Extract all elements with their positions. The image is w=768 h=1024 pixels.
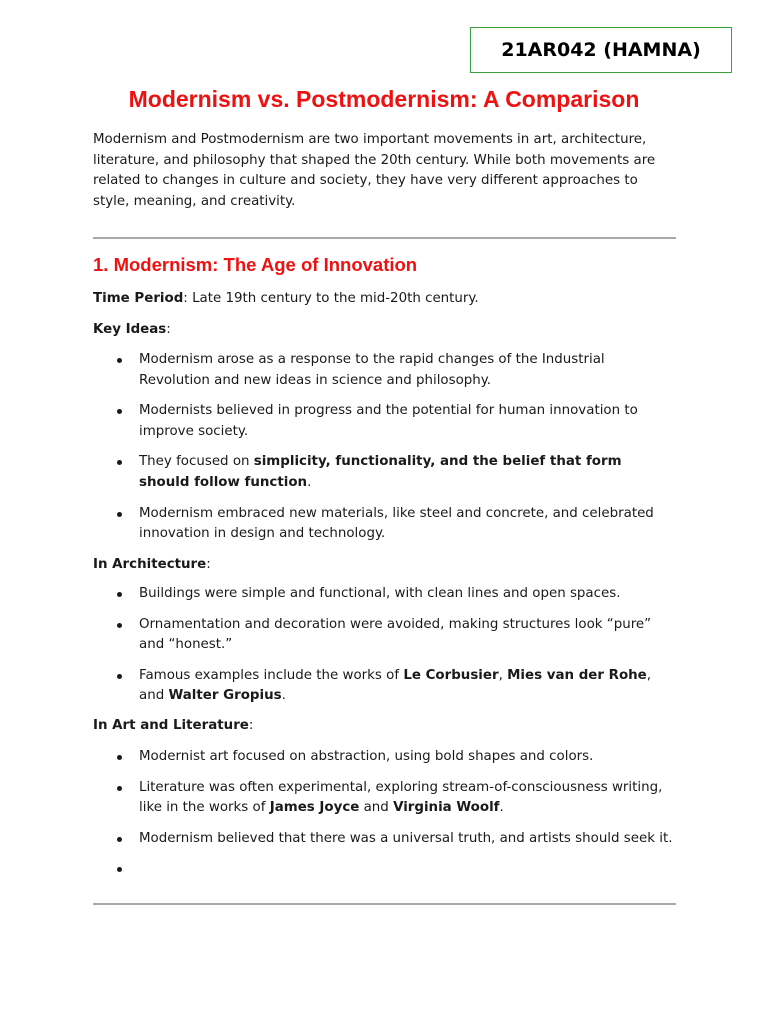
list-item xyxy=(93,666,676,707)
list-item-text: . xyxy=(281,688,286,704)
document-title: Modernism vs. Postmodernism: A Comparison xyxy=(128,86,640,112)
divider-bottom xyxy=(93,903,676,905)
list-item-text: Buildings were simple and functional, with clean lines and open spaces. xyxy=(139,586,621,601)
divider-top xyxy=(93,237,676,239)
list-item-text: Modernism arose as a response to the rapid changes of the Industrial Revolution and new ideas in science and philosophy. xyxy=(139,352,605,388)
architecture-line xyxy=(93,555,676,576)
time-period-label: Time Period xyxy=(93,291,184,306)
list-item-text: , xyxy=(498,667,508,683)
list-item xyxy=(93,829,676,850)
list-item-text: Modernism believed that there was a universal truth, and artists should seek it. xyxy=(139,830,673,846)
list-item xyxy=(93,615,676,656)
list-item-text: . xyxy=(499,800,504,816)
list-item xyxy=(93,504,676,545)
architecture-colon: : xyxy=(206,557,211,572)
intro-paragraph: Modernism and Postmodernism are two important movements in art, architecture, literature, and philosophy that shaped the 20th century. While both movements are related to changes in culture and society, they have very different approaches to style, meaning, and creativity. xyxy=(93,132,656,209)
author-name: Virginia Woolf xyxy=(393,800,500,816)
section-heading-modernism: 1. Modernism: The Age of Innovation xyxy=(93,254,418,275)
art-literature-line xyxy=(93,716,676,737)
author-name: James Joyce xyxy=(269,800,360,816)
time-period-text: : Late 19th century to the mid-20th century. xyxy=(183,291,479,306)
art-literature-list xyxy=(93,747,676,889)
architecture-list xyxy=(93,584,676,717)
architect-name: Walter Gropius xyxy=(168,688,282,704)
art-literature-colon: : xyxy=(248,718,254,733)
time-period-line xyxy=(93,289,676,310)
key-ideas-line xyxy=(93,320,676,341)
architect-name: Le Corbusier xyxy=(403,667,499,683)
list-item-text: and xyxy=(359,800,394,816)
architecture-label: In Architecture xyxy=(93,557,207,572)
list-item-bold: simplicity, functionality, and the belief that form should follow function xyxy=(139,454,622,490)
student-id-box xyxy=(470,27,732,73)
list-item xyxy=(93,452,676,493)
list-item xyxy=(93,350,676,391)
list-item-text: Modernists believed in progress and the potential for human innovation to improve society. xyxy=(139,403,638,439)
key-ideas-colon: : xyxy=(166,322,171,337)
student-id-text: 21AR042 (HAMNA) xyxy=(501,39,701,61)
architect-name: Mies van der Rohe xyxy=(507,667,647,683)
key-ideas-label: Key Ideas xyxy=(93,322,167,337)
list-item-text: Modernist art focused on abstraction, using bold shapes and colors. xyxy=(139,749,594,764)
list-item-empty xyxy=(93,859,676,879)
list-item xyxy=(93,778,676,819)
art-literature-label: In Art and Literature xyxy=(93,718,249,733)
list-item-text: They focused on xyxy=(139,454,254,470)
list-item xyxy=(93,401,676,442)
list-item xyxy=(93,747,676,768)
list-item-text: Literature was often experimental, exploring stream-of-consciousness writing, like in the works of xyxy=(139,779,663,816)
list-item-text: , and xyxy=(139,667,652,704)
list-item-text: Modernism embraced new materials, like steel and concrete, and celebrated innovation in design and technology. xyxy=(139,505,654,542)
list-item-text: . xyxy=(307,474,312,490)
list-item-text: Famous examples include the works of xyxy=(139,667,404,683)
list-item xyxy=(93,584,676,605)
list-item-text: Ornamentation and decoration were avoided, making structures look “pure” and “honest.” xyxy=(139,616,652,653)
key-ideas-list xyxy=(93,350,676,555)
